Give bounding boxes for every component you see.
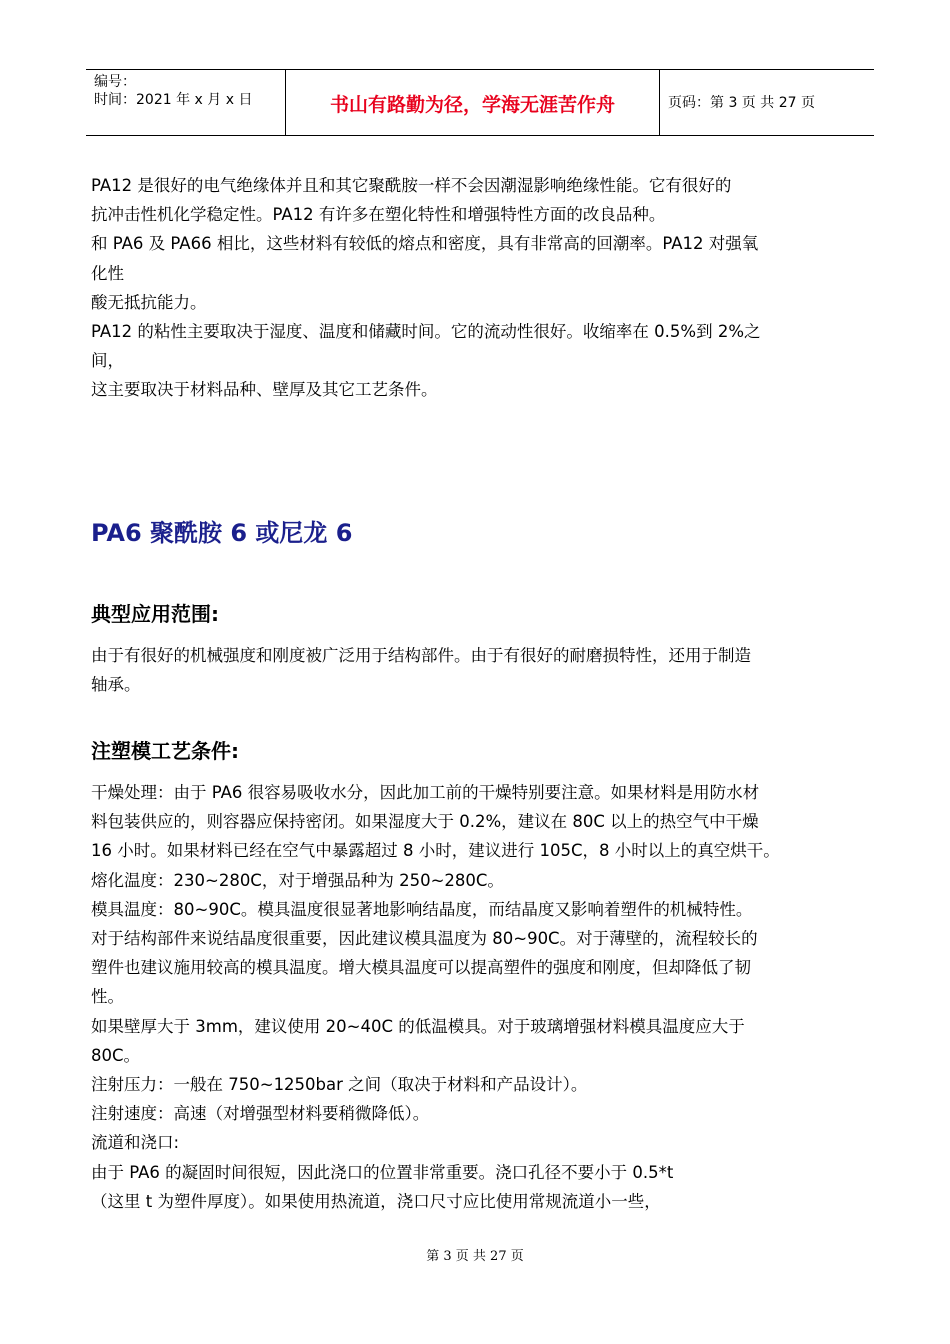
intro-line: 和 PA6 及 PA66 相比，这些材料有较低的熔点和密度，具有非常高的回潮率。PA12 对强氧 <box>91 234 759 254</box>
intro-paragraph <box>91 171 881 405</box>
header-motto: 书山有路勤为径，学海无涯苦作舟 <box>329 94 615 116</box>
process-line: （这里 t 为塑件厚度）。如果使用热流道，浇口尺寸应比使用常规流道小一些， <box>91 1191 661 1211</box>
process-line: 对于结构部件来说结晶度很重要，因此建议模具温度为 80~90C。对于薄壁的，流程较长的 <box>91 929 758 949</box>
page-footer: 第 3 页 共 27 页 <box>426 1249 524 1264</box>
header-page-cell <box>660 70 874 135</box>
process-line: 模具温度：80~90C。模具温度很显著地影响结晶度，而结晶度又影响着塑件的机械特性。 <box>91 899 753 919</box>
process-line: 性。 <box>91 987 124 1007</box>
applications-heading: 典型应用范围: <box>91 602 219 626</box>
header-motto-cell <box>286 70 660 135</box>
section-title: PA6 聚酰胺 6 或尼龙 6 <box>91 519 353 547</box>
process-line: 料包装供应的，则容器应保持密闭。如果湿度大于 0.2%，建议在 80C 以上的热空气中干燥 <box>91 812 759 832</box>
intro-line: 抗冲击性机化学稳定性。PA12 有许多在塑化特性和增强特性方面的改良品种。 <box>91 205 666 225</box>
process-line: 注射速度：高速（对增强型材料要稍微降低）。 <box>91 1104 430 1124</box>
process-heading: 注塑模工艺条件: <box>91 739 239 763</box>
applications-line: 轴承。 <box>91 675 141 695</box>
header-page-label: 页码：第 3 页 共 27 页 <box>668 95 815 111</box>
process-line: 干燥处理：由于 PA6 很容易吸收水分，因此加工前的干燥特别要注意。如果材料是用防水材 <box>91 783 760 802</box>
process-line: 80C。 <box>91 1045 141 1065</box>
intro-line: 酸无抵抗能力。 <box>91 292 207 312</box>
intro-line: 化性 <box>91 263 124 283</box>
header-info-cell <box>86 70 286 135</box>
process-line: 熔化温度：230~280C，对于增强品种为 250~280C。 <box>91 870 504 890</box>
process-line: 流道和浇口: <box>91 1133 180 1153</box>
intro-line: 间， <box>91 351 124 371</box>
applications-paragraph <box>91 641 881 699</box>
intro-line: 这主要取决于材料品种、壁厚及其它工艺条件。 <box>91 380 438 400</box>
intro-line: PA12 是很好的电气绝缘体并且和其它聚酰胺一样不会因潮湿影响绝缘性能。它有很好的 <box>91 176 732 195</box>
page-header <box>86 69 874 136</box>
applications-line: 由于有很好的机械强度和刚度被广泛用于结构部件。由于有很好的耐磨损特性，还用于制造 <box>91 646 751 665</box>
document-time-label: 时间：2021 年 x 月 x 日 <box>94 92 253 108</box>
process-line: 16 小时。如果材料已经在空气中暴露超过 8 小时，建议进行 105C，8 小时以上的真空烘干。 <box>91 841 780 861</box>
process-line: 由于 PA6 的凝固时间很短，因此浇口的位置非常重要。浇口孔径不要小于 0.5*t <box>91 1162 674 1182</box>
process-line: 如果壁厚大于 3mm，建议使用 20~40C 的低温模具。对于玻璃增强材料模具温度应大于 <box>91 1016 745 1036</box>
document-number-label: 编号： <box>94 74 136 90</box>
process-paragraph <box>91 778 881 1216</box>
process-line: 塑件也建议施用较高的模具温度。增大模具温度可以提高塑件的强度和刚度，但却降低了韧 <box>91 958 751 978</box>
process-line: 注射压力：一般在 750~1250bar 之间（取决于材料和产品设计）。 <box>91 1075 588 1095</box>
intro-line: PA12 的粘性主要取决于湿度、温度和储藏时间。它的流动性很好。收缩率在 0.5%到 2%之 <box>91 322 761 342</box>
